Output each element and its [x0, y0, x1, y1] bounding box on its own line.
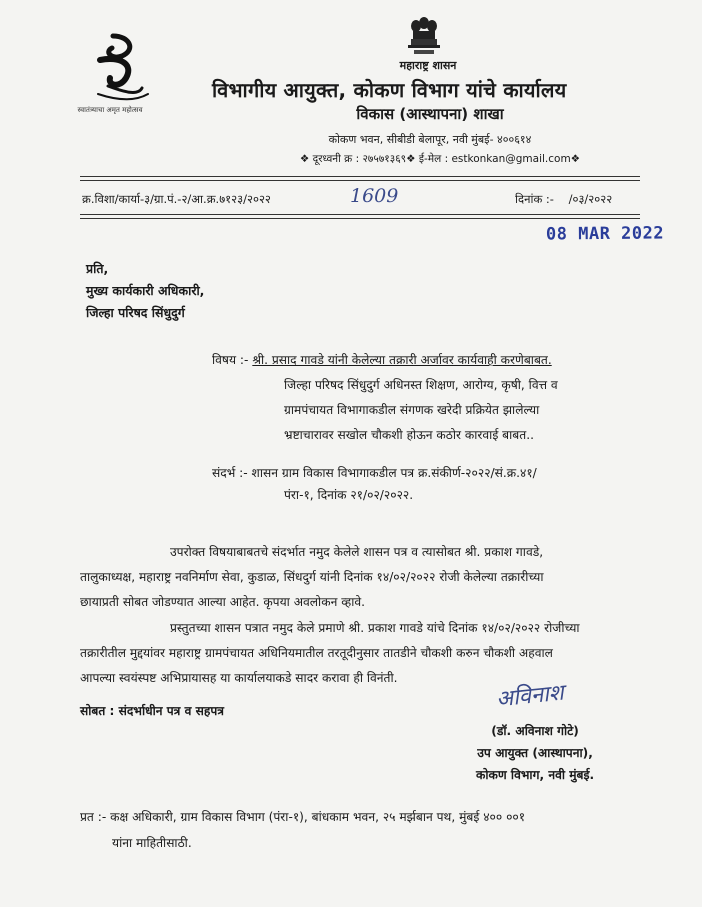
contact-details: ❖ दूरध्वनी क्र : २७५७१३६९❖ ई-मेल : estkonkan@gmail.com❖ [299, 153, 581, 165]
subject-label: विषय :- [212, 353, 253, 367]
recipient-block [86, 258, 204, 324]
government-name: महाराष्ट्र शासन [399, 59, 457, 72]
subject-line: भ्रष्टाचारावर सखोल चौकशी होऊन कठोर कारवाई बाबत.. [284, 428, 534, 442]
reference-label: संदर्भ :- [212, 466, 248, 480]
divider-bottom-1 [80, 214, 640, 215]
subject-line: जिल्हा परिषद सिंधुदुर्ग अधिनस्त शिक्षण, आरोग्य, कृषी, वित्त व [284, 378, 558, 392]
letter-date [515, 192, 612, 207]
copy-to-block [80, 804, 660, 856]
signatory-designation: उप आयुक्त (आस्थापना), [477, 746, 593, 760]
reference-line: पंरा-१, दिनांक २१/०२/२०२२. [284, 488, 414, 502]
copy-to-line: प्रत :- कक्ष अधिकारी, ग्राम विकास विभाग (पंरा-१), बांधकाम भवन, २५ मर्झबान पथ, मुंबई ४०० ००१ [80, 810, 526, 824]
office-address: कोकण भवन, सीबीडी बेलापूर, नवी मुंबई- ४००६१४ [328, 133, 532, 146]
enclosure-note: सोबत : संदर्भाधीन पत्र व सहपत्र [80, 704, 225, 718]
recipient-prefix: प्रति, [86, 261, 109, 276]
handwritten-signature: अविनाश [495, 680, 565, 713]
subject-line [212, 348, 642, 373]
date-value: /०३/२०२२ [568, 192, 613, 206]
reference-text: शासन ग्राम विकास विभागाकडील पत्र क्र.संकीर्ण-२०२२/सं.क्र.४१/ [247, 466, 537, 480]
date-label: दिनांक :- [515, 192, 554, 206]
logo-caption: स्वातंत्र्याचा अमृत महोत्सव [77, 106, 143, 114]
reference-number: क्र.विशा/कार्या-३/ग्रा.पं.-२/आ.क्र.७१२३/२०२२ [82, 192, 271, 206]
office-title: विभागीय आयुक्त, कोकण विभाग यांचे कार्यालय [212, 78, 567, 102]
recipient-designation: मुख्य कार्यकारी अधिकारी, [86, 283, 205, 298]
recipient-office: जिल्हा परिषद सिंधुदुर्ग [86, 305, 185, 320]
signature-block [476, 720, 594, 786]
subject-block [212, 348, 642, 448]
handwritten-outward-number: 1609 [350, 185, 399, 207]
subject-text: श्री. प्रसाद गावडे यांनी केलेल्या तक्रारी अर्जावर कार्यवाही करणेबाबत. [252, 353, 552, 367]
divider-top-1 [80, 176, 640, 177]
body-paragraph-1 [80, 540, 650, 615]
divider-top-2 [80, 180, 640, 181]
reference-block [212, 462, 642, 506]
paragraph-line: तालुकाध्यक्ष, महाराष्ट्र नवनिर्माण सेवा, कुडाळ, सिंधदुर्ग यांनी दिनांक १४/०२/२०२२ रोजी केलेल्या तक्रारीच्या [80, 570, 544, 584]
paragraph-line: छायाप्रती सोबत जोडण्यात आल्या आहेत. कृपया अवलोकन व्हावे. [80, 595, 366, 609]
divider-bottom-2 [80, 218, 640, 219]
signatory-name: (डॉ. अविनाश गोटे) [491, 724, 579, 738]
paragraph-line: आपल्या स्वयंस्पष्ट अभिप्रायासह या कार्यालयाकडे सादर करावा ही विनंती. [80, 671, 398, 685]
branch-name: विकास (आस्थापना) शाखा [356, 105, 504, 123]
paragraph-line: उपरोक्त विषयाबाबतचे संदर्भात नमुद केलेले शासन पत्र व त्यासोबत श्री. प्रकाश गावडे, [170, 545, 544, 559]
copy-to-line: यांना माहितीसाठी. [112, 836, 192, 850]
paragraph-line: तक्रारीतील मुद्दयांवर महाराष्ट्र ग्रामपंचायत अधिनियमातील तरतूदीनुसार तातडीने चौकशी करुन चौकशी अहवाल [80, 646, 553, 660]
signatory-office: कोकण विभाग, नवी मुंबई. [476, 768, 595, 782]
received-date-stamp: 08 MAR 2022 [545, 223, 665, 245]
paragraph-line: प्रस्तुतच्या शासन पत्रात नमुद केले प्रमाणे श्री. प्रकाश गावडे यांचे दिनांक १४/०२/२०२२ रोजीच्या [170, 621, 580, 635]
reference-line [212, 462, 642, 484]
subject-line: ग्रामपंचायत विभागाकडील संगणक खरेदी प्रक्रियेत झालेल्या [284, 403, 540, 417]
state-emblem-icon [404, 14, 444, 56]
body-paragraph-2 [80, 616, 650, 691]
